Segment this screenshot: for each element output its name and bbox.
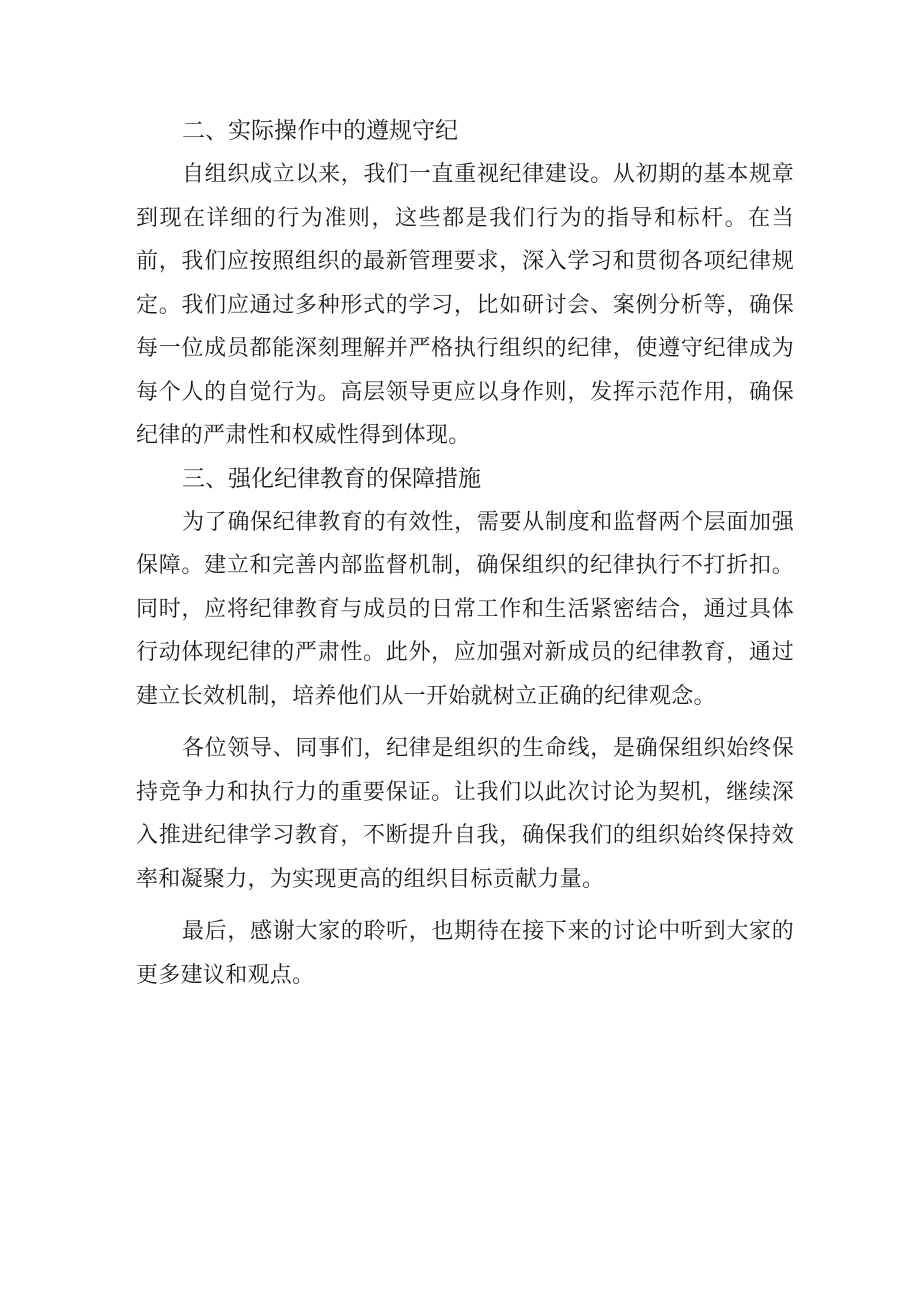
section-paragraph-2: 自组织成立以来，我们一直重视纪律建设。从初期的基本规章到现在详细的行为准则，这些都是我们行为的指导和标杆。在当前，我们应按照组织的最新管理要求，深入学习和贯彻各项纪律规定。我们应通过多种形式的学习，比如研讨会、案例分析等，确保每一位成员都能深刻理解并严格执行组织的纪律，使遵守纪律成为每个人的自觉行为。高层领导更应以身作则，发挥示范作用，确保纪律的严肃性和权威性得到体现。 (136, 162, 794, 448)
section-heading-3: 三、强化纪律教育的保障措施 (182, 465, 481, 492)
closing-paragraph: 各位领导、同事们，纪律是组织的生命线，是确保组织始终保持竞争力和执行力的重要保证。让我们以此次讨论为契机，继续深入推进纪律学习教育，不断提升自我，确保我们的组织始终保持效率和凝聚力，为实现更高的组织目标贡献力量。 (136, 736, 794, 892)
document-body (136, 110, 794, 997)
section-paragraph-3: 为了确保纪律教育的有效性，需要从制度和监督两个层面加强保障。建立和完善内部监督机制，确保组织的纪律执行不打折扣。同时，应将纪律教育与成员的日常工作和生活紧密结合，通过具体行动体现纪律的严肃性。此外，应加强对新成员的纪律教育，通过建立长效机制，培养他们从一开始就树立正确的纪律观念。 (136, 509, 794, 709)
thanks-paragraph: 最后，感谢大家的聆听，也期待在接下来的讨论中听到大家的更多建议和观点。 (136, 919, 794, 988)
section-heading-2: 二、实际操作中的遵规守纪 (182, 118, 458, 144)
